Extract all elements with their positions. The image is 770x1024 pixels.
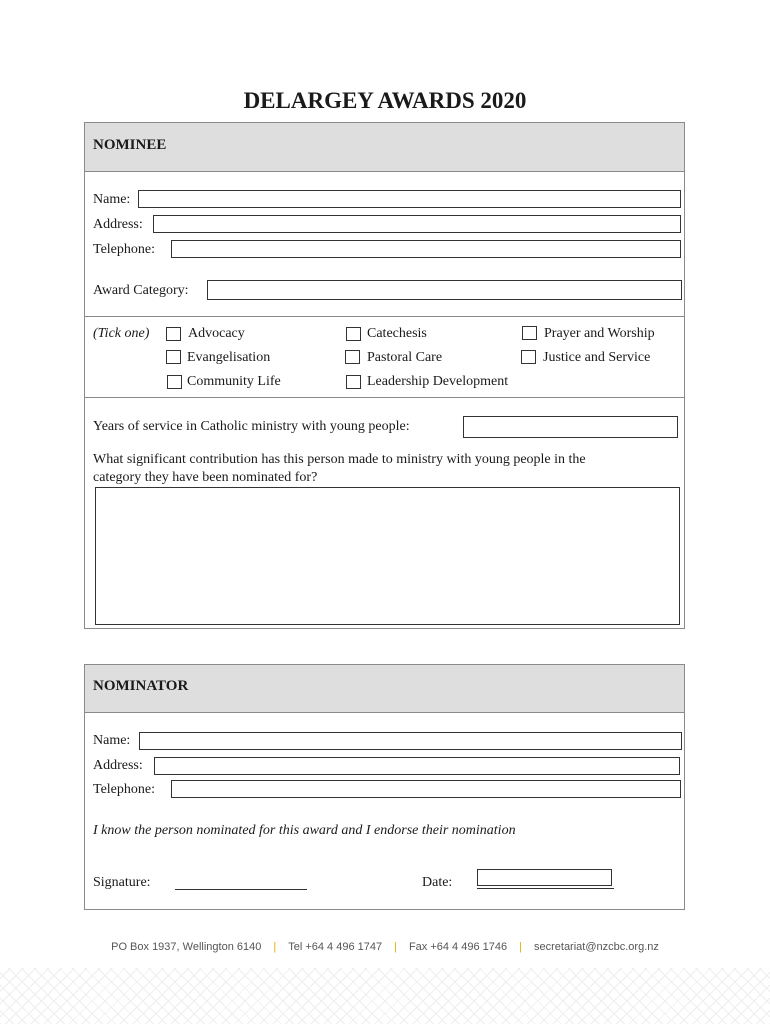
category-advocacy-label: Advocacy xyxy=(188,326,245,341)
category-evangelisation-label: Evangelisation xyxy=(187,350,271,365)
nominee-address-field[interactable] xyxy=(153,215,681,233)
award-category-label: Award Category: xyxy=(93,283,189,298)
endorsement-statement: I know the person nominated for this award and I endorse their nomination xyxy=(93,823,516,838)
footer-email[interactable]: secretariat@nzcbc.org.nz xyxy=(533,941,659,953)
checkbox-leadership-development[interactable] xyxy=(346,375,361,389)
nominator-telephone-label: Telephone: xyxy=(93,782,155,797)
checkbox-prayer-worship[interactable] xyxy=(522,326,537,340)
years-service-label: Years of service in Catholic ministry with young people: xyxy=(93,419,410,434)
years-service-field[interactable] xyxy=(463,416,678,438)
signature-line[interactable] xyxy=(175,875,307,890)
footer-separator: | xyxy=(273,941,277,953)
category-pastoral-care-label: Pastoral Care xyxy=(367,350,443,365)
nominator-heading: NOMINATOR xyxy=(85,665,684,713)
award-category-field[interactable] xyxy=(207,280,682,300)
signature-label: Signature: xyxy=(93,875,151,890)
checkbox-advocacy[interactable] xyxy=(166,327,181,341)
divider xyxy=(85,397,684,398)
footer-telephone: Tel +64 4 496 1747 xyxy=(288,941,383,953)
contribution-question-line1: What significant contribution has this person made to ministry with young people in the xyxy=(93,452,586,467)
footer-separator: | xyxy=(394,941,397,953)
nominee-address-label: Address: xyxy=(93,217,143,232)
nominee-telephone-label: Telephone: xyxy=(93,242,155,257)
tick-one-label: (Tick one) xyxy=(93,326,150,341)
category-community-life-label: Community Life xyxy=(187,374,281,389)
date-underline xyxy=(477,873,614,889)
category-leadership-development-label: Leadership Development xyxy=(367,374,509,389)
checkbox-catechesis[interactable] xyxy=(346,327,361,341)
footer-separator: | xyxy=(519,941,522,953)
nominator-name-label: Name: xyxy=(93,733,131,748)
nominator-section xyxy=(84,664,685,910)
nominee-name-label: Name: xyxy=(93,192,131,207)
checkbox-justice-service[interactable] xyxy=(521,350,536,364)
checkbox-pastoral-care[interactable] xyxy=(345,350,360,364)
contribution-textarea[interactable] xyxy=(95,487,680,625)
nominee-telephone-field[interactable] xyxy=(171,240,681,258)
date-label: Date: xyxy=(422,875,453,890)
nominee-name-field[interactable] xyxy=(138,190,681,208)
checkbox-community-life[interactable] xyxy=(167,375,182,389)
divider xyxy=(85,316,684,317)
category-catechesis-label: Catechesis xyxy=(367,326,427,341)
nominator-address-label: Address: xyxy=(93,758,143,773)
footer-fax: Fax +64 4 496 1746 xyxy=(408,941,508,953)
checkbox-evangelisation[interactable] xyxy=(166,350,181,364)
contribution-question-line2: category they have been nominated for? xyxy=(93,470,318,485)
nominator-address-field[interactable] xyxy=(154,757,680,775)
nominator-telephone-field[interactable] xyxy=(171,780,681,798)
decorative-pattern xyxy=(0,968,770,1024)
footer-po-box: PO Box 1937, Wellington 6140 xyxy=(111,941,262,953)
nominee-section xyxy=(84,122,685,629)
nominee-heading: NOMINEE xyxy=(85,123,684,172)
page-title: DELARGEY AWARDS 2020 xyxy=(243,88,527,113)
nominator-name-field[interactable] xyxy=(139,732,682,750)
category-prayer-worship-label: Prayer and Worship xyxy=(544,326,655,341)
category-justice-service-label: Justice and Service xyxy=(543,350,651,365)
footer xyxy=(0,941,770,953)
